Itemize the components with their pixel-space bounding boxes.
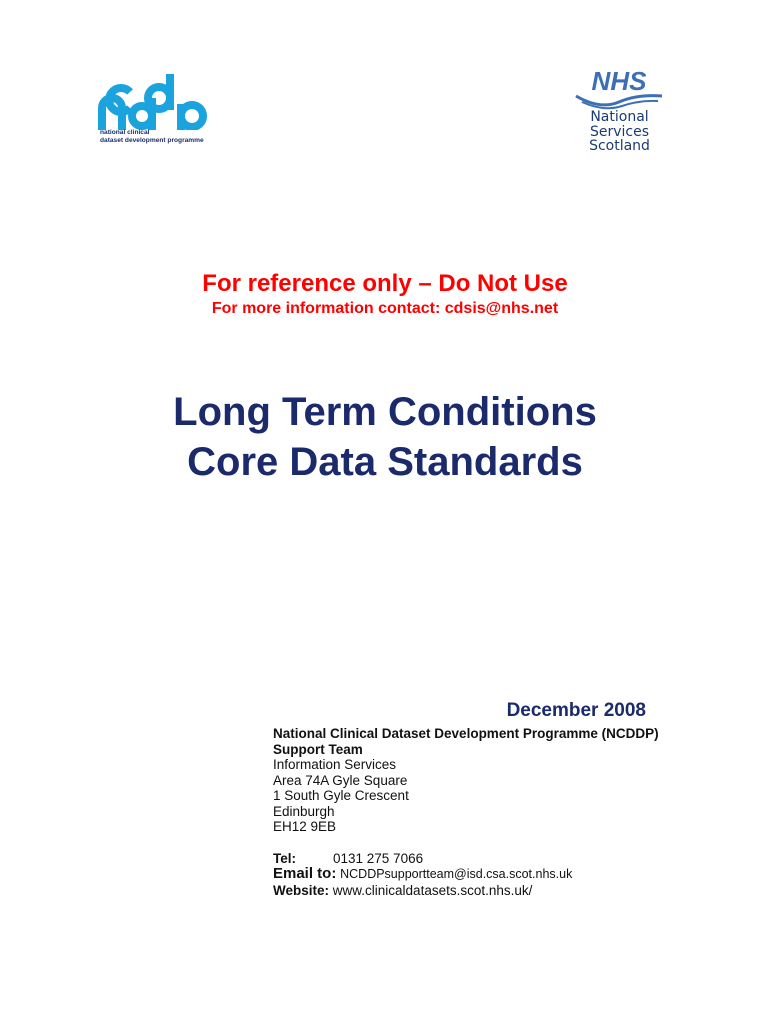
- svg-text:NHS: NHS: [591, 68, 647, 96]
- nhs-caption-line3: Scotland: [589, 138, 650, 154]
- reference-notice-contact: For more information contact: cdsis@nhs.net: [211, 300, 559, 317]
- cddp-logo: [92, 72, 222, 152]
- nhs-caption-line1: National: [590, 109, 649, 125]
- email-link[interactable]: NCDDPsupportteam@isd.csa.scot.nhs.uk: [340, 867, 573, 881]
- nhs-logo-mark: [572, 68, 667, 112]
- nhs-logo: [572, 68, 667, 158]
- contact-org-line2: Support Team: [273, 741, 363, 757]
- contact-org-line1: National Clinical Dataset Development Programme (NCDDP): [273, 726, 659, 741]
- address-line: 1 South Gyle Crescent: [273, 788, 409, 803]
- cddp-caption-line1: national clinical: [100, 129, 150, 136]
- address-line: Area 74A Gyle Square: [273, 772, 408, 788]
- cddp-logo-mark: [92, 72, 222, 130]
- telephone-row: [273, 851, 659, 867]
- reference-notice-title: For reference only – Do Not Use: [202, 270, 568, 297]
- document-title-line1: Long Term Conditions: [173, 390, 597, 434]
- address-line: EH12 9EB: [273, 819, 337, 834]
- document-title: [0, 387, 770, 487]
- website-label: Website:: [273, 882, 330, 898]
- email-label: Email to:: [273, 865, 337, 882]
- document-title-line2: Core Data Standards: [187, 440, 583, 484]
- contact-block: [273, 726, 659, 898]
- address-line: Edinburgh: [273, 803, 335, 819]
- address-line: Information Services: [273, 757, 397, 772]
- telephone-label: Tel:: [273, 850, 296, 866]
- cddp-caption-line2: dataset development programme: [100, 136, 204, 144]
- cddp-logo-caption: [100, 129, 204, 144]
- telephone-value: 0131 275 7066: [333, 850, 424, 866]
- website-row: [273, 883, 659, 899]
- document-date: December 2008: [506, 700, 646, 721]
- website-link[interactable]: www.clinicaldatasets.scot.nhs.uk/: [332, 882, 533, 898]
- email-row: [273, 866, 659, 883]
- contact-spacer: [273, 835, 659, 851]
- nhs-caption-line2: Services: [589, 123, 650, 140]
- nhs-logo-caption: [572, 110, 667, 154]
